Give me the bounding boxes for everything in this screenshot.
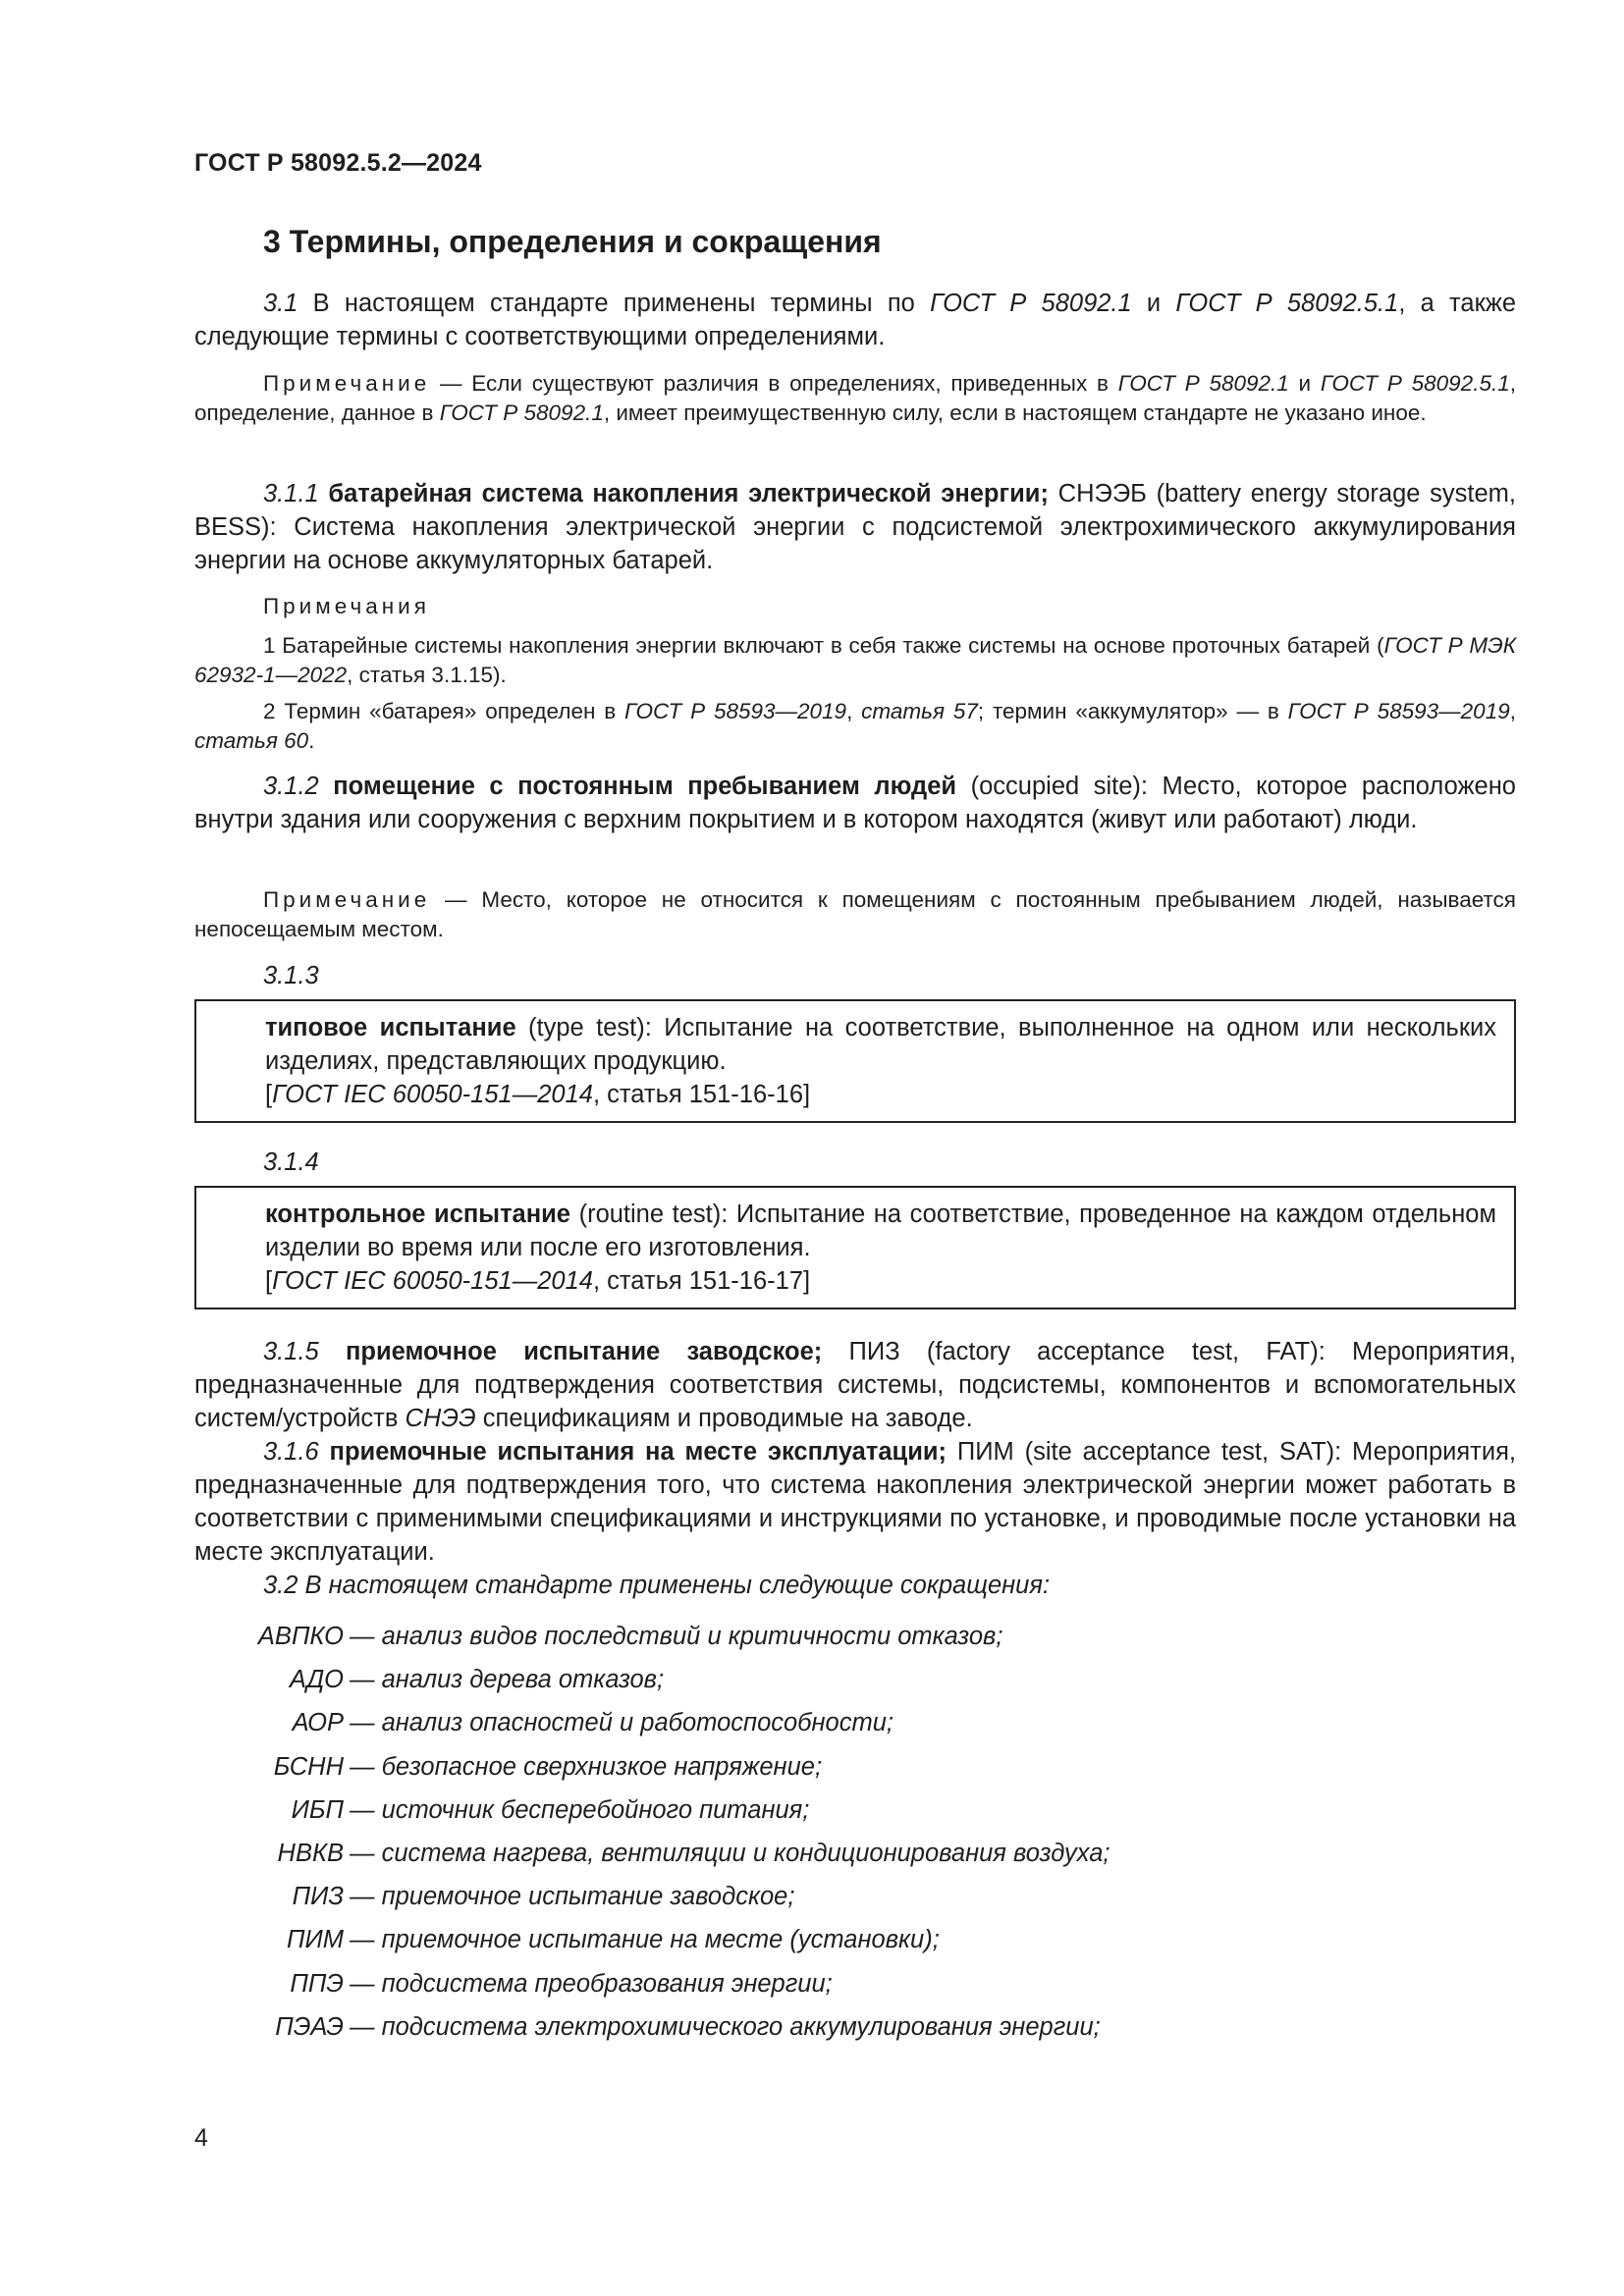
abbreviation-definition: — система нагрева, вентиляции и кондиционирования воздуха;	[350, 1840, 1110, 1867]
abbreviation-item	[0, 1970, 1624, 2003]
term-3-1-3-source: [ГОСТ IEC 60050-151—2014, статья 151-16-16]	[265, 1081, 811, 1108]
abbreviation-code: АДО	[289, 1666, 344, 1694]
note-3-1-1-item-1: 1 Батарейные системы накопления энергии включают в себя также системы на основе проточных батарей (ГОСТ Р МЭК 62932-1—2022, статья 3.1.15).	[194, 633, 1516, 687]
term-number-3-1-3: 3.1.3	[263, 962, 319, 989]
note-3-1: Примечание — Если существуют различия в определениях, приведенных в ГОСТ Р 58092.1 и ГОСТ Р 58092.5.1, определение, данное в ГОСТ Р 58092.1, имеет преимущественную силу, если в настоящем стандарте не указано иное.	[194, 371, 1516, 425]
term-box-3-1-3	[194, 999, 1516, 1123]
abbreviation-item	[0, 1926, 1624, 1959]
note-3-1-2: Примечание — Место, которое не относится к помещениям с постоянным пребыванием людей, называется непосещаемым местом.	[194, 887, 1516, 941]
abbreviation-code: НВКВ	[277, 1840, 344, 1867]
abbreviation-item	[0, 1840, 1624, 1873]
term-3-1-4-source: [ГОСТ IEC 60050-151—2014, статья 151-16-17]	[265, 1267, 811, 1295]
paragraph-3-2: 3.2 В настоящем стандарте применены следующие сокращения:	[263, 1572, 1051, 1599]
term-box-3-1-4	[194, 1186, 1516, 1309]
abbreviation-item	[0, 1666, 1624, 1699]
abbreviation-definition: — анализ видов последствий и критичности отказов;	[350, 1623, 1003, 1650]
abbreviation-definition: — анализ опасностей и работоспособности;	[350, 1709, 894, 1737]
term-3-1-1: 3.1.1 батарейная система накопления электрической энергии; СНЭЭБ (battery energy storage system, BESS): Система накопления электрической энергии с подсистемой электрохимического аккумулирования энергии на основе аккумуляторных батарей.	[194, 480, 1516, 574]
abbreviation-code: ПЭАЭ	[275, 2012, 344, 2041]
section-title: 3 Термины, определения и сокращения	[263, 224, 882, 259]
term-3-1-3-definition: типовое испытание (type test): Испытание на соответствие, выполненное на одном или нескольких изделиях, представляющих продукцию.	[265, 1014, 1496, 1075]
abbreviation-code: ППЭ	[290, 1969, 344, 1998]
abbreviation-item	[0, 1796, 1624, 1830]
abbreviation-item	[0, 1709, 1624, 1742]
page-number: 4	[194, 2124, 208, 2152]
notes-heading: Примечания	[263, 594, 430, 618]
term-3-1-2: 3.1.2 помещение с постоянным пребыванием людей (occupied site): Место, которое расположено внутри здания или сооружения с верхним покрытием и в котором находятся (живут или работают) люди.	[194, 773, 1516, 833]
abbreviation-code: БСНН	[273, 1752, 344, 1781]
term-3-1-5: 3.1.5 приемочное испытание заводское; ПИЗ (factory acceptance test, FAT): Мероприятия, предназначенные для подтверждения соответствия системы, подсистемы, компонентов и вспомогательных систем/устройств СНЭЭ спецификациям и проводимые на заводе.	[194, 1338, 1516, 1432]
document-header: ГОСТ Р 58092.5.2—2024	[194, 149, 482, 177]
note-3-1-1-item-2: 2 Термин «батарея» определен в ГОСТ Р 58593—2019, статья 57; термин «аккумулятор» — в ГОСТ Р 58593—2019, статья 60.	[194, 699, 1516, 753]
abbreviation-item	[0, 1883, 1624, 1916]
term-3-1-4-definition: контрольное испытание (routine test): Испытание на соответствие, проведенное на каждом отдельном изделии во время или после его изготовления.	[265, 1201, 1497, 1261]
abbreviation-code: ПИЗ	[292, 1883, 344, 1911]
abbreviation-definition: — приемочное испытание заводское;	[350, 1883, 795, 1911]
abbreviation-definition: — источник бесперебойного питания;	[350, 1795, 810, 1824]
abbreviation-definition: — подсистема преобразования энергии;	[350, 1969, 833, 1998]
abbreviation-definition: — безопасное сверхнизкое напряжение;	[350, 1752, 823, 1781]
abbreviation-code: АВПКО	[257, 1623, 344, 1650]
paragraph-3-1: 3.1 В настоящем стандарте применены термины по ГОСТ Р 58092.1 и ГОСТ Р 58092.5.1, а также следующие термины с соответствующими определениями.	[194, 290, 1516, 350]
abbreviation-code: ПИМ	[287, 1926, 344, 1954]
term-3-1-6: 3.1.6 приемочные испытания на месте эксплуатации; ПИМ (site acceptance test, SAT): Мероприятия, предназначенные для подтверждения того, что система накопления электрической энергии может работать в соответствии с применимыми спецификациями и инструкциями по установке, и проводимые после установки на месте эксплуатации.	[194, 1438, 1516, 1566]
abbreviation-code: ИБП	[291, 1795, 344, 1824]
abbreviation-definition: — анализ дерева отказов;	[350, 1666, 665, 1694]
abbreviation-code: АОР	[292, 1709, 344, 1737]
abbreviation-definition: — подсистема электрохимического аккумулирования энергии;	[350, 2012, 1101, 2041]
term-number-3-1-4: 3.1.4	[263, 1148, 319, 1176]
abbreviation-item	[0, 2013, 1624, 2047]
abbreviation-item	[0, 1753, 1624, 1787]
abbreviation-item	[0, 1623, 1624, 1656]
abbreviation-definition: — приемочное испытание на месте (установки);	[350, 1926, 940, 1954]
